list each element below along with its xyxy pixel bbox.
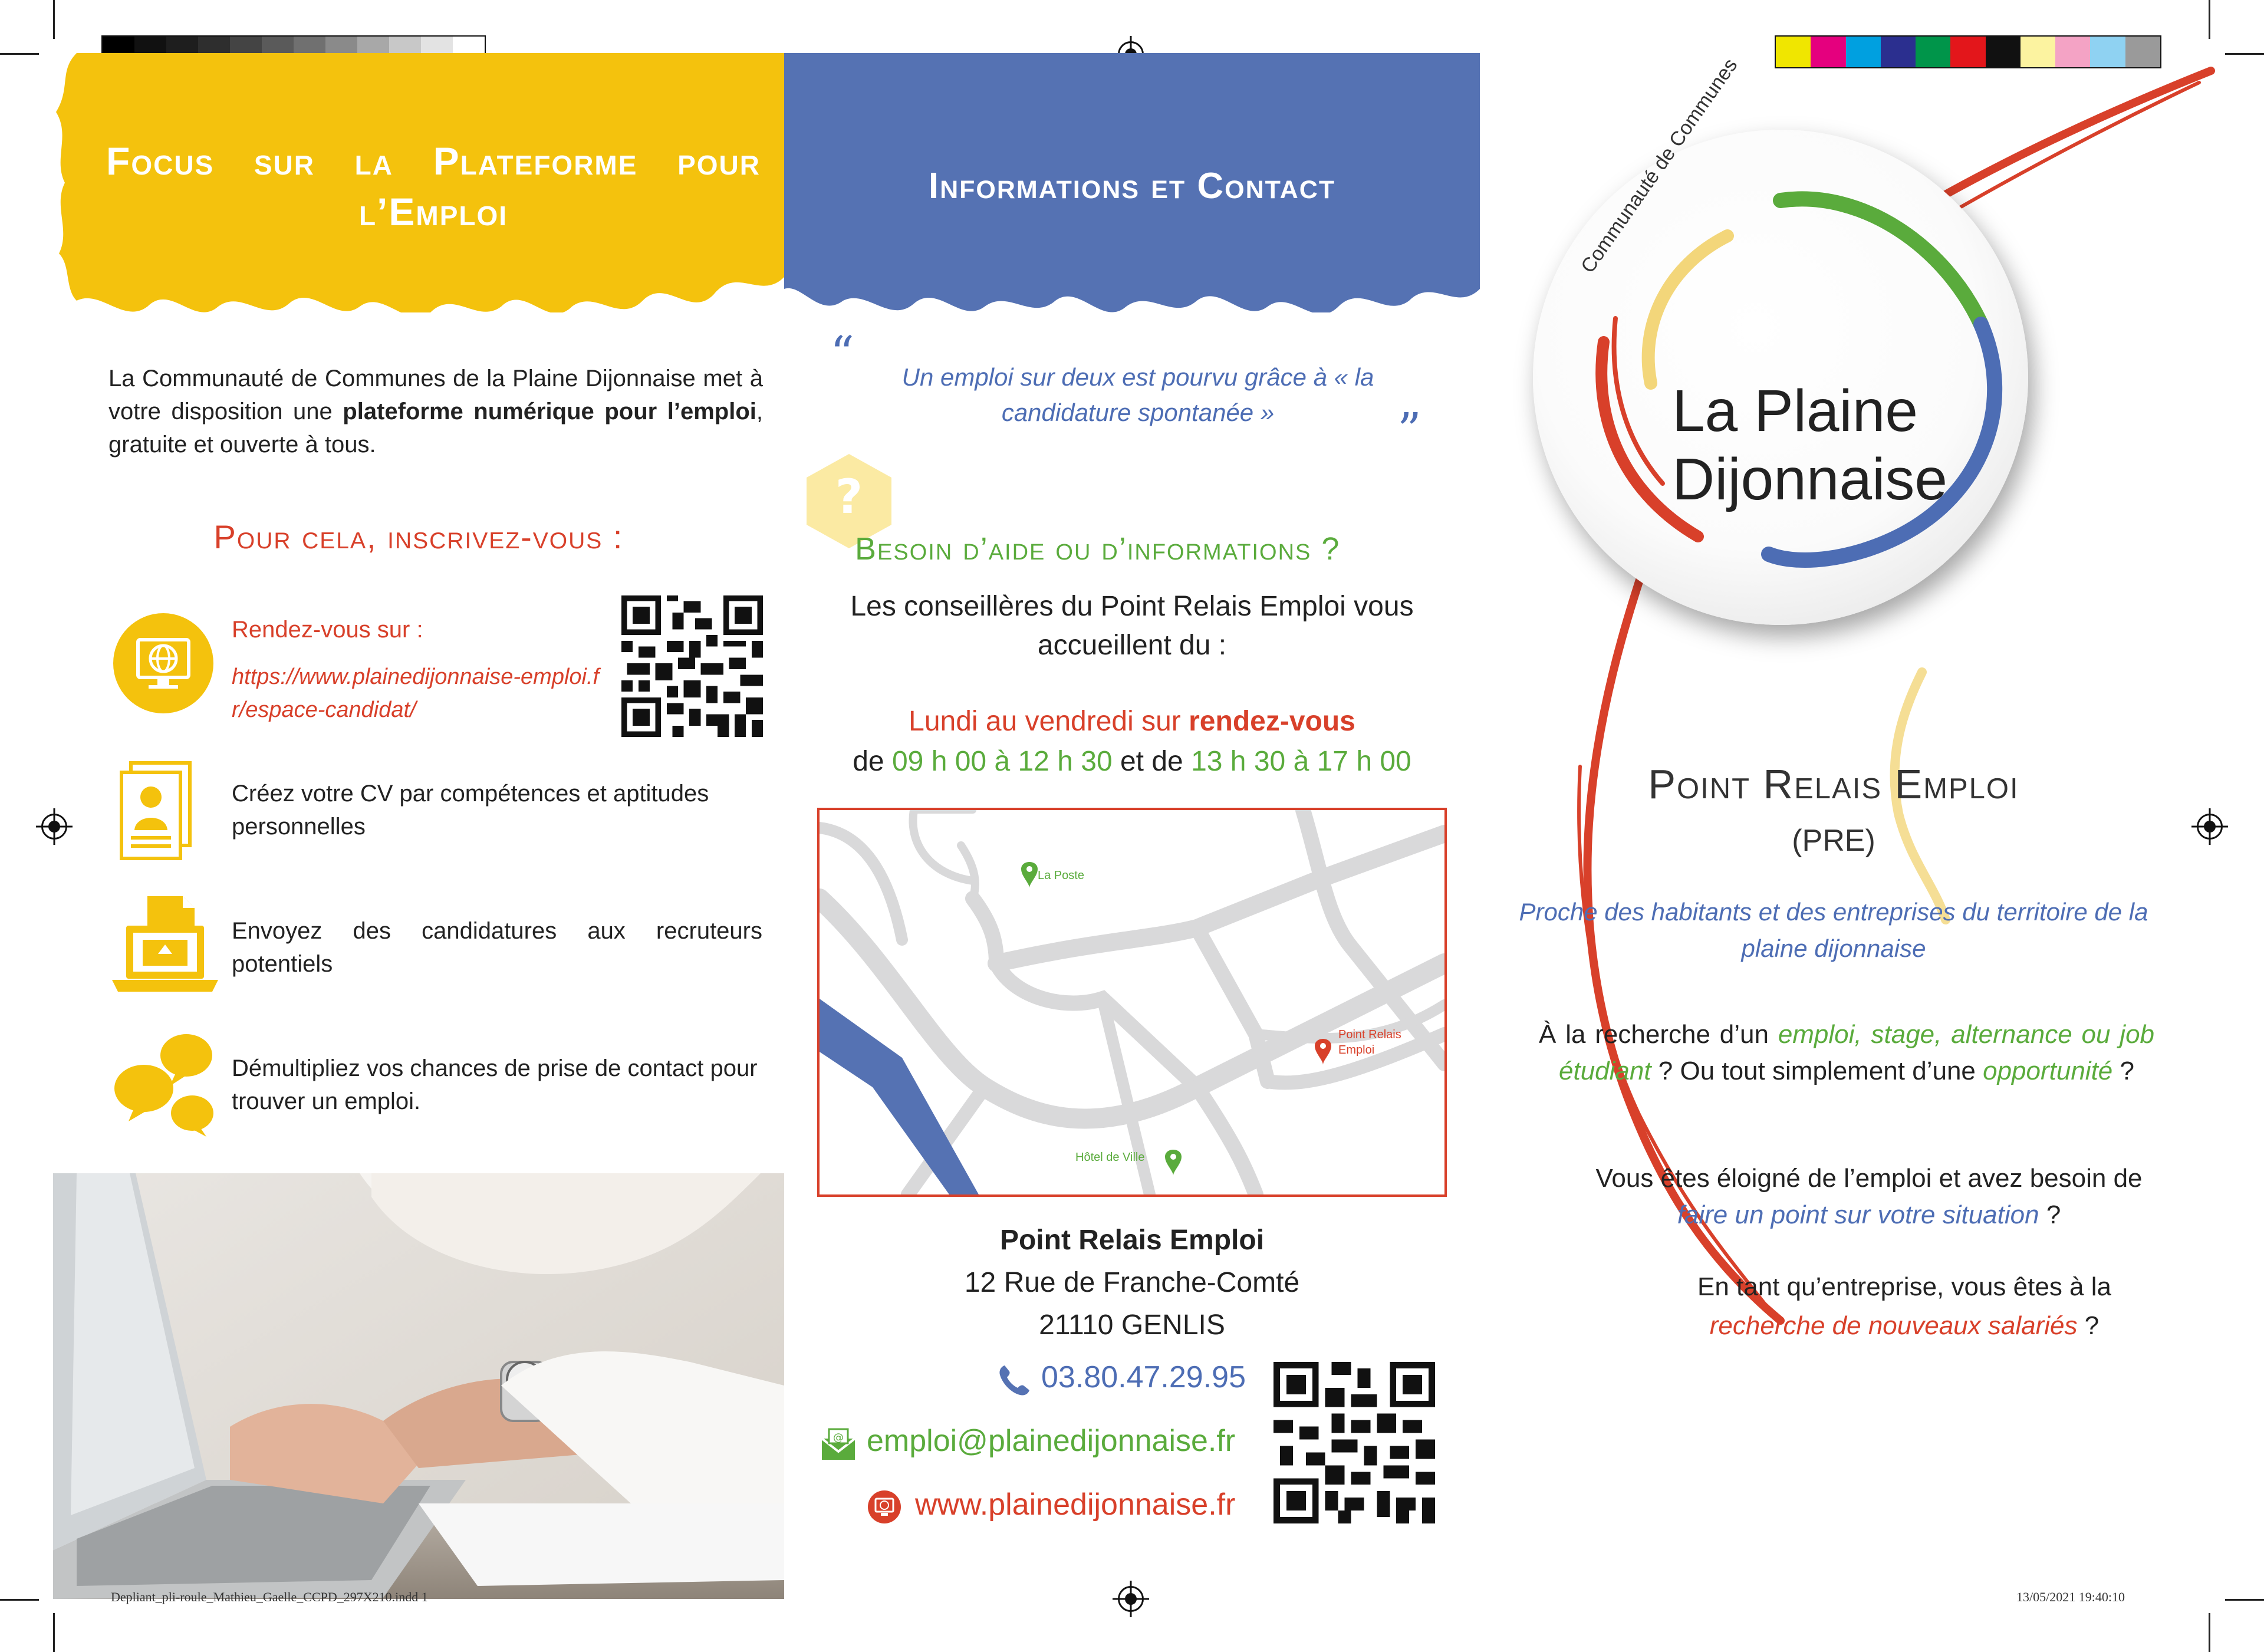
help-text: Les conseillères du Point Relais Emploi vous accueillent du :	[850, 591, 1414, 661]
cv-document-icon	[118, 761, 195, 861]
svg-text:@: @	[833, 1431, 844, 1444]
help-title: Besoin d’aide ou d’informations ?	[855, 531, 1341, 567]
registration-mark	[1118, 1586, 1144, 1612]
pre-tagline: Proche des habitants et des entreprises du territoire de la plaine dijonnaise	[1519, 898, 2148, 962]
q1-text: À la recherche d’un	[1539, 1020, 1778, 1049]
phone-number[interactable]: 03.80.47.29.95	[1041, 1360, 1246, 1394]
q3-text: En tant qu’entreprise, vous êtes à la	[1697, 1272, 2111, 1301]
q1-end: ?	[2112, 1057, 2134, 1085]
point-relais-pin[interactable]	[1315, 1039, 1331, 1065]
slug-date: 13/05/2021 19:40:10	[2016, 1590, 2125, 1604]
intro-bold: plateforme numérique pour l’emploi	[343, 399, 756, 424]
email-address[interactable]: emploi@plainedijonnaise.fr	[867, 1424, 1236, 1458]
laptop-typing-photo	[53, 1173, 784, 1599]
la-poste-pin[interactable]	[1021, 862, 1038, 888]
signup-title: Pour cela, inscrivez-vous :	[213, 518, 624, 555]
logo-line2: Dijonnaise	[1672, 446, 1947, 512]
step2-text: Créez votre CV par compétences et aptitudes personnelles	[232, 781, 709, 840]
question1	[1539, 1016, 2154, 1090]
appointment-text: rendez-vous	[1189, 706, 1355, 737]
step1-link[interactable]: https://www.plainedijonnaise-emploi.fr/espace-candidat/	[232, 664, 600, 722]
hours-de: de	[853, 746, 892, 777]
map-label-point-relais: Point Relais Emploi	[1338, 1028, 1401, 1057]
step3-text: Envoyez des candidatures aux recruteurs potentiels	[232, 918, 762, 977]
intro-paragraph	[108, 362, 763, 461]
panel1-title: Focus sur la Plateforme pour l’Emploi	[106, 139, 761, 233]
globe-screen-icon	[113, 613, 213, 713]
q2-text: Vous êtes éloigné de l’emploi et avez besoin de	[1595, 1164, 2143, 1193]
intro-text-end: , gratuite et ouverte à tous.	[108, 399, 763, 458]
phone-icon	[996, 1363, 1032, 1398]
qr-code-contact[interactable]	[1274, 1362, 1435, 1523]
website-url[interactable]: www.plainedijonnaise.fr	[915, 1488, 1236, 1522]
q1-text-mid: ? Ou tout simplement d’une	[1651, 1057, 1983, 1085]
panel1-header	[53, 53, 784, 312]
map-label-hotel-de-ville: Hôtel de Ville	[1075, 1151, 1145, 1164]
q1-highlight: emploi, stage, alternance ou job étudiant	[1559, 1020, 2155, 1085]
close-quote-icon: ”	[1397, 403, 1421, 458]
q3-end: ?	[2077, 1311, 2100, 1340]
pre-title: Point Relais Emploi	[1648, 761, 2019, 807]
web-icon	[867, 1489, 902, 1525]
step1-title: Rendez-vous sur :	[232, 617, 423, 643]
question2	[1580, 1160, 2158, 1233]
panel2-header	[784, 53, 1480, 312]
laptop-send-icon	[112, 890, 218, 1002]
hotel-de-ville-pin[interactable]	[1165, 1150, 1182, 1176]
email-icon	[821, 1428, 856, 1461]
slug-filename: Depliant_pli-roule_Mathieu_Gaelle_CCPD_297X210.indd 1	[111, 1590, 428, 1604]
panel2-title: Informations et Contact	[928, 166, 1336, 206]
registration-mark	[41, 814, 67, 840]
q2-end: ?	[2039, 1200, 2061, 1229]
open-quote-icon: “	[830, 326, 854, 381]
q3-highlight: recherche de nouveaux salariés	[1709, 1311, 2078, 1340]
question3	[1651, 1268, 2158, 1345]
address-city: 21110 GENLIS	[1039, 1309, 1225, 1341]
afternoon-hours: 13 h 30 à 17 h 00	[1191, 746, 1411, 777]
q1-opportunity: opportunité	[1983, 1057, 2113, 1085]
step4-text: Démultipliez vos chances de prise de contact pour trouver un emploi.	[232, 1055, 758, 1114]
location-map[interactable]	[817, 808, 1447, 1197]
pre-subtitle: (PRE)	[1792, 824, 1875, 858]
hours-line	[790, 745, 1474, 778]
morning-hours: 09 h 00 à 12 h 30	[891, 746, 1113, 777]
svg-text:?: ?	[835, 469, 863, 524]
days-line	[790, 705, 1474, 738]
logo-line1: La Plaine	[1672, 378, 1918, 444]
map-label-la-poste: La Poste	[1038, 869, 1084, 882]
qr-code-plateforme[interactable]	[621, 595, 763, 737]
hours-et: et de	[1112, 746, 1192, 777]
address-street: 12 Rue de Franche-Comté	[964, 1267, 1300, 1298]
chat-bubbles-icon	[111, 1032, 217, 1138]
address-name: Point Relais Emploi	[999, 1225, 1265, 1256]
days-text: Lundi au vendredi sur	[909, 706, 1189, 737]
logo-arc-text: Communauté de Communes	[1577, 54, 1742, 278]
intro-text: La Communauté de Communes de la Plaine Dijonnaise met à votre disposition une	[108, 366, 763, 424]
quote-text: Un emploi sur deux est pourvu grâce à « la candidature spontanée »	[901, 363, 1374, 426]
logo-circle	[1533, 54, 2028, 625]
q2-highlight: faire un point sur votre situation	[1677, 1200, 2039, 1229]
